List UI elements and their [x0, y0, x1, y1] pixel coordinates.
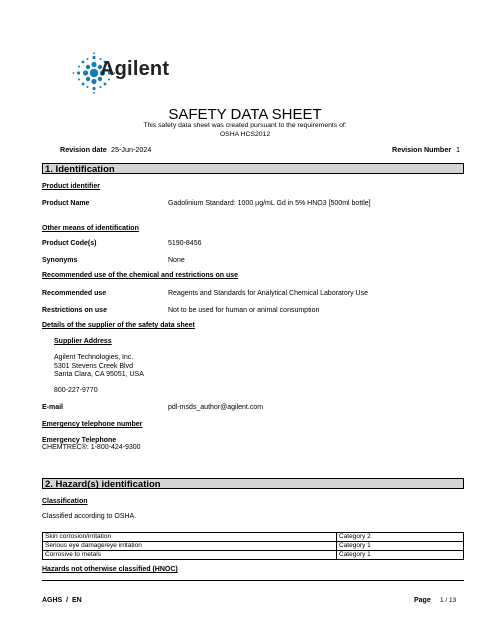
category-cell: Category 2: [337, 533, 464, 542]
revision-date-value: 25-Jun-2024: [111, 145, 152, 154]
footer-page-number: 1 / 13: [440, 597, 457, 604]
supplier-line-2: 5301 Stevens Creek Blvd: [54, 362, 133, 370]
emergency-telephone-value: CHEMTREC®: 1-800-424-9300: [42, 444, 141, 451]
subtitle-line-1: This safety data sheet was created pursuant to the requirements of:: [143, 122, 347, 129]
product-codes-label: Product Code(s): [42, 240, 97, 247]
table-row: [43, 542, 464, 551]
product-codes-value: 5190-8456: [168, 240, 202, 247]
other-means-heading: Other means of identification: [42, 225, 139, 232]
category-cell: Category 1: [337, 542, 464, 551]
classified-text: Classified according to OSHA.: [42, 513, 137, 520]
supplier-phone: 800-227-9770: [54, 387, 98, 394]
table-row: [43, 551, 464, 560]
revision-number-value: 1: [456, 145, 460, 154]
recommended-use-label: Recommended use: [42, 290, 107, 297]
supplier-address-heading: Supplier Address: [54, 338, 112, 345]
subtitle-line-2: OSHA HCS2012: [219, 131, 271, 138]
synonyms-value: None: [168, 257, 185, 264]
restrictions-label: Restrictions on use: [42, 307, 107, 314]
footer-page-label: Page: [414, 597, 431, 604]
emergency-phone-heading: Emergency telephone number: [42, 421, 143, 428]
supplier-details-heading: Details of the supplier of the safety data sheet: [42, 322, 195, 329]
restrictions-value: Not to be used for human or animal consumption: [168, 307, 320, 314]
supplier-address: [54, 354, 144, 380]
email-label: E-mail: [42, 404, 64, 411]
table-row: [43, 533, 464, 542]
section-2-heading: 2. Hazard(s) identification: [42, 478, 464, 489]
revision-number-label: Revision Number: [392, 145, 452, 154]
company-logo-text: Agilent: [100, 58, 170, 80]
product-identifier-heading: Product identifier: [42, 183, 100, 190]
synonyms-label: Synonyms: [42, 257, 78, 264]
footer-doc-id: AGHS / EN: [42, 597, 82, 604]
hazard-classification-table: [42, 532, 464, 560]
email-value[interactable]: pdl-msds_author@agilent.com: [168, 404, 264, 411]
section-1-heading: 1. Identification: [42, 163, 464, 174]
emergency-telephone-label: Emergency Telephone: [42, 437, 117, 444]
document-title: SAFETY DATA SHEET: [168, 106, 322, 123]
hazard-cell: Corrosive to metals: [43, 551, 337, 560]
supplier-line-3: Santa Clara, CA 95051, USA: [54, 371, 144, 379]
product-name-value: Gadolinium Standard: 1000 µg/mL Gd in 5% HNO3 [500ml bottle]: [168, 200, 371, 207]
classification-heading: Classification: [42, 498, 88, 505]
hazard-cell: Skin corrosion/irritation: [43, 533, 337, 542]
supplier-line-1: Agilent Technologies, Inc.: [54, 354, 134, 361]
category-cell: Category 1: [337, 551, 464, 560]
revision-date-label: Revision date: [60, 145, 107, 154]
hnoc-heading: Hazards not otherwise classified (HNOC): [42, 566, 178, 573]
footer-divider: [42, 580, 464, 581]
recommended-use-value: Reagents and Standards for Analytical Chemical Laboratory Use: [168, 290, 368, 297]
hazard-cell: Serious eye damage/eye irritation: [43, 542, 337, 551]
product-name-label: Product Name: [42, 200, 90, 207]
recommended-use-heading: Recommended use of the chemical and restrictions on use: [42, 272, 239, 279]
